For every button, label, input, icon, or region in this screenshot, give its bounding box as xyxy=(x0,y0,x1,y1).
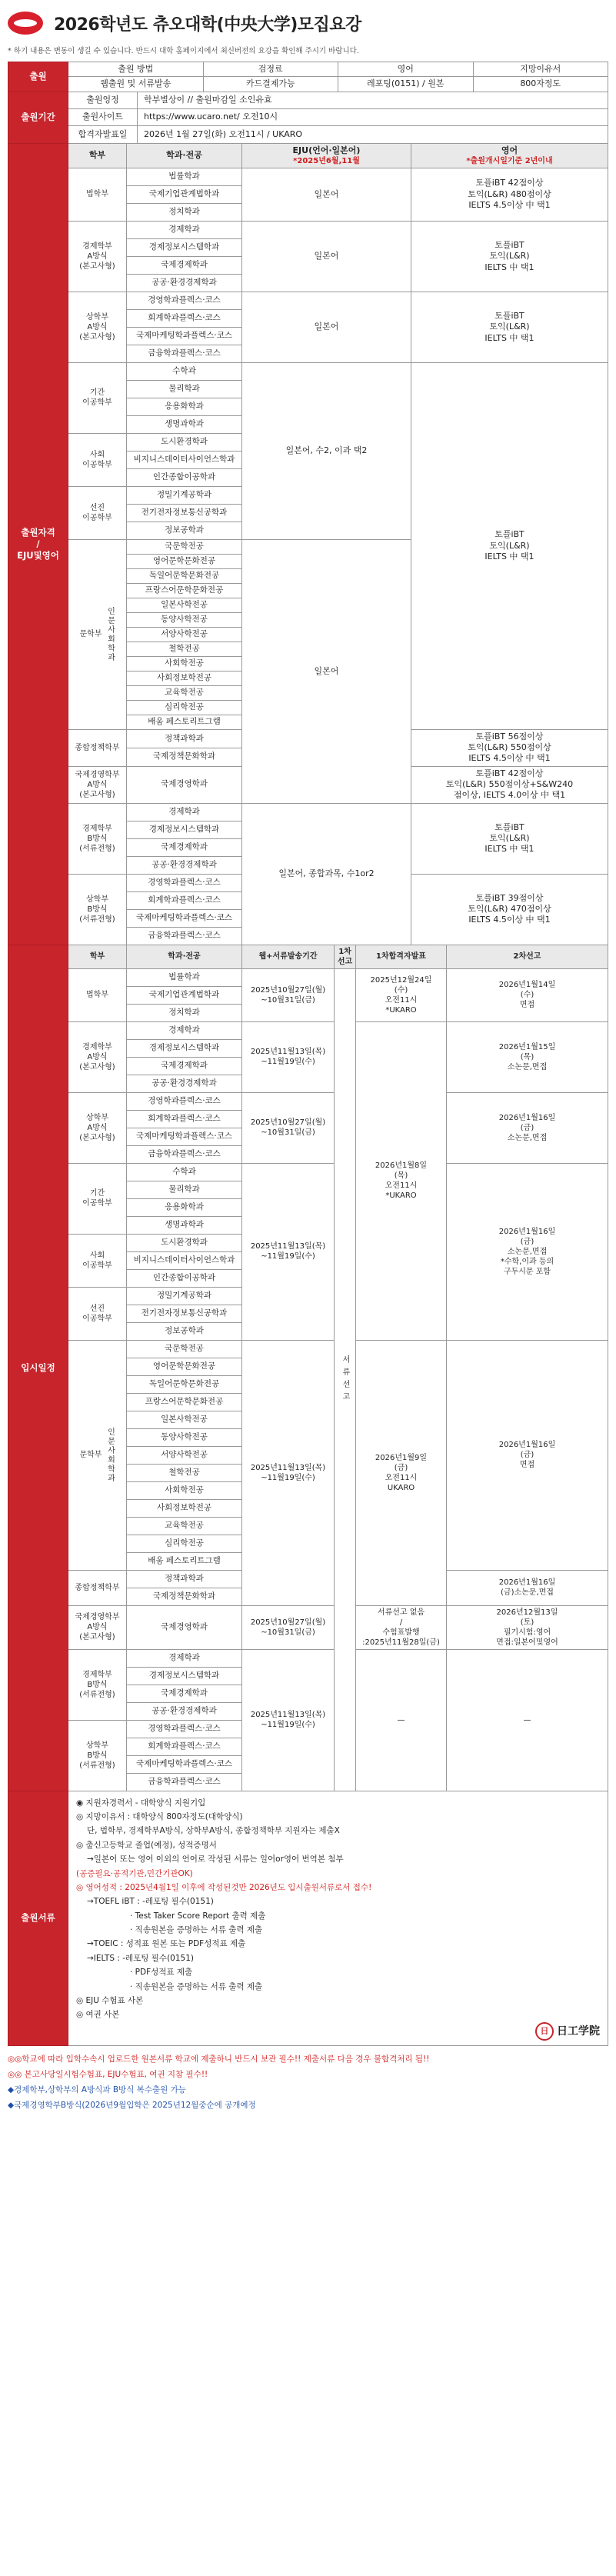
qual-major-6-10 xyxy=(127,685,242,700)
qual-major-3-3: 생명과학과 xyxy=(127,415,242,433)
document-line-7: →TOEFL iBT : -레포팅 필수(0151) xyxy=(87,1897,214,1907)
sched-major-9-0: 경제학과 xyxy=(127,1649,242,1667)
sched-faculty-10: 상학부 B방식 (서류전형) xyxy=(68,1720,127,1791)
qual-major-6-4 xyxy=(127,598,242,612)
document-line-6: ◎ 영어성적 : 2025년4월1일 이후에 작성된것만 2026년도 입시출원서류로서 접수! xyxy=(76,1882,372,1892)
sched-pass-6: 2026년1월9일 (금) 오전11시 UKARO xyxy=(356,1340,447,1605)
qual-major-4-0: 도시환경학과 xyxy=(127,433,242,451)
section-application: 출원 xyxy=(8,62,68,92)
qual-major-1-2: 국제경제학과 xyxy=(127,256,242,274)
sched-second-7: 2026년1월16일 (금)소논문,면접 xyxy=(447,1570,608,1605)
qual-eng-0: 토플iBT 42점이상 토익(L&R) 480점이상 IELTS 4.5이상 中 택1 xyxy=(411,168,608,221)
document-line-2: 단, 법학부, 경제학부A방식, 상학부A방식, 종합정책학부 지원자는 제출X xyxy=(87,1826,340,1836)
qual-major-3-1: 물리학과 xyxy=(127,380,242,398)
qual-major-6-0 xyxy=(127,539,242,554)
qual-eng-1: 토플iBT 토익(L&R) IELTS 中 택1 xyxy=(411,221,608,292)
qualification-table xyxy=(8,143,608,945)
sched-major-6-6: 서양사학전공 xyxy=(127,1446,242,1464)
page-title xyxy=(54,12,361,35)
sched-major-9-1: 경제정보시스템학과 xyxy=(127,1667,242,1685)
section-documents: 출원서류 xyxy=(8,1791,68,2046)
qual-faculty-4: 사회 이공학부 xyxy=(68,433,127,486)
notice: * 하기 내용은 변동이 생길 수 있습니다. 반드시 대학 홈페이지에서 최신버전의 요강을 확인해 주시기 바랍니다. xyxy=(8,47,359,55)
title-suffix: )모집요강 xyxy=(290,15,361,35)
qual-major-10-2: 국제마케팅학과플렉스·코스 xyxy=(127,909,242,927)
sched-lit-faculty-label: 문학부 xyxy=(79,1451,102,1460)
footer-note-0: ◎◎학교에 따라 입학수속시 업로드한 원본서류 학교에 제출하니 반드시 보관 필수!! 제출서류 다음 경우 불합격처리 됨!! xyxy=(8,2054,430,2064)
app-header-0: 출원 방법 xyxy=(68,62,204,77)
sched-major-6-11: 심리학전공 xyxy=(127,1535,242,1552)
app-value-3: 800자정도 xyxy=(473,77,608,92)
qual-major-9-1: 경제정보시스템학과 xyxy=(127,821,242,838)
qual-faculty-10: 상학부 B방식 (서류전형) xyxy=(68,874,127,945)
qual-faculty-7: 종합정책학부 xyxy=(68,729,127,766)
sched-major-4-2: 인간종합이공학과 xyxy=(127,1269,242,1287)
qual-major-label: 프랑스어문학문화전공 xyxy=(145,585,224,595)
document-line-9: · 직송원본을 증명하는 서류 출력 제출 xyxy=(130,1925,263,1935)
qual-major-5-1: 전기전자정보통신공학과 xyxy=(127,504,242,522)
qual-major-2-3: 금융학과플렉스·코스 xyxy=(127,345,242,362)
sched-major-1-1: 경제정보시스템학과 xyxy=(127,1039,242,1057)
period-label-2: 합격자발표일 xyxy=(68,126,138,143)
qual-major-label: 사회학전공 xyxy=(165,658,204,668)
qual-major-label: 철학전공 xyxy=(168,644,200,654)
period-value-2: 2026년 1월 27일(화) 오전11시 / UKARO xyxy=(138,126,608,143)
qual-major-7-1: 국제정책문화학과 xyxy=(127,748,242,766)
period-value-1[interactable]: https://www.ucaro.net/ 오전10시 xyxy=(138,108,608,125)
qual-major-9-0: 경제학과 xyxy=(127,803,242,821)
qual-faculty-8: 국제경영학부 A방식 (본고사형) xyxy=(68,766,127,803)
sched-major-0-2: 정치학과 xyxy=(127,1004,242,1021)
sched-col-0: 학부 xyxy=(68,945,127,968)
sched-second-8: 2026년12월13일 (토) 필기시험:영어 면접:일본어및영어 xyxy=(447,1605,608,1649)
document-line-8: · Test Taker Score Report 출력 제출 xyxy=(130,1911,266,1921)
sched-major-8-0: 국제경영학과 xyxy=(127,1605,242,1649)
qual-major-6-2 xyxy=(127,568,242,583)
qual-major-3-0: 수학과 xyxy=(127,362,242,380)
qual-eju-0: 일본어 xyxy=(242,168,411,221)
qual-eju-9: 일본어, 종합과목, 수1or2 xyxy=(242,803,411,945)
qual-major-2-1: 회계학과플렉스·코스 xyxy=(127,309,242,327)
sched-major-5-2: 정보공학과 xyxy=(127,1322,242,1340)
qual-major-7-0: 정책과학과 xyxy=(127,729,242,748)
brand-logo xyxy=(76,2022,600,2041)
sched-period-9: 2025년11월13일(목) ~11월19일(수) xyxy=(242,1649,335,1791)
qual-faculty-9: 경제학부 B방식 (서류전형) xyxy=(68,803,127,874)
qual-major-0-2: 정치학과 xyxy=(127,203,242,221)
schedule-table xyxy=(8,945,608,1791)
qual-col-eng xyxy=(411,143,608,168)
sched-faculty-4: 사회 이공학부 xyxy=(68,1234,127,1287)
sched-pass-9: — xyxy=(356,1649,447,1791)
qual-faculty-5: 선진 이공학부 xyxy=(68,486,127,539)
qual-faculty-6 xyxy=(68,539,127,729)
qual-major-1-0: 경제학과 xyxy=(127,221,242,238)
document-line-4: →일본어 또는 영어 이외의 언어로 작성된 서류는 일어or영어 번역본 첨부 xyxy=(87,1855,344,1865)
qual-eju-3: 일본어, 수2, 이과 택2 xyxy=(242,362,411,539)
document-line-10: →TOEIC : 성적표 원본 또는 PDF성적표 제출 xyxy=(87,1939,246,1949)
qual-major-6-11 xyxy=(127,700,242,715)
qual-major-label: 배움 페스토리트그램 xyxy=(148,717,221,727)
documents-list xyxy=(68,1791,608,2046)
qual-major-10-0: 경영학과플렉스·코스 xyxy=(127,874,242,891)
documents-table xyxy=(8,1791,608,2047)
section-schedule: 입시일정 xyxy=(8,945,68,1791)
qual-major-label: 동양사학전공 xyxy=(161,615,208,625)
sched-major-2-0: 경영학과플렉스·코스 xyxy=(127,1092,242,1110)
qual-major-0-0: 법률학과 xyxy=(127,168,242,185)
period-value-0: 학부별상이 // 출원마감일 소인유효 xyxy=(138,92,608,108)
sched-major-3-1: 물리학과 xyxy=(127,1181,242,1198)
sched-major-2-2: 국제마케팅학과플렉스·코스 xyxy=(127,1128,242,1145)
section-qualification: 출원자격 / EJU및영어 xyxy=(8,143,68,945)
eng-label: 영어 xyxy=(501,145,518,155)
sched-major-2-1: 회계학과플렉스·코스 xyxy=(127,1110,242,1128)
sched-major-5-0: 정밀기계공학과 xyxy=(127,1287,242,1305)
document-line-14: ◎ EJU 수험표 사본 xyxy=(76,1995,144,2005)
qual-major-6-6 xyxy=(127,627,242,642)
qual-major-2-2: 국제마케팅학과플렉스·코스 xyxy=(127,327,242,345)
sched-second-6: 2026년1월16일 (금) 면접 xyxy=(447,1340,608,1570)
sched-major-5-1: 전기전자정보통신공학과 xyxy=(127,1305,242,1322)
sched-major-6-5: 동양사학전공 xyxy=(127,1428,242,1446)
sched-major-10-0: 경영학과플렉스·코스 xyxy=(127,1720,242,1738)
sched-major-10-3: 금융학과플렉스·코스 xyxy=(127,1773,242,1791)
qual-eng-9: 토플iBT 토익(L&R) IELTS 中 택1 xyxy=(411,803,608,874)
qual-eng-10: 토플iBT 39점이상 토익(L&R) 470점이상 IELTS 4.5이상 中 택1 xyxy=(411,874,608,945)
sched-col-5: 2차선고 xyxy=(447,945,608,968)
footer xyxy=(8,2052,608,2114)
sched-major-6-10: 교육학전공 xyxy=(127,1517,242,1535)
app-value-1: 카드결제가능 xyxy=(203,77,338,92)
sched-major-3-0: 수학과 xyxy=(127,1163,242,1181)
qual-major-4-2: 인간종합이공학과 xyxy=(127,468,242,486)
sched-period-6: 2025년11월13일(목) ~11월19일(수) xyxy=(242,1340,335,1605)
app-header-3: 지망이유서 xyxy=(473,62,608,77)
app-header-1: 검정료 xyxy=(203,62,338,77)
qual-major-1-1: 경제정보시스템학과 xyxy=(127,238,242,256)
sched-major-7-0: 정책과학과 xyxy=(127,1570,242,1588)
period-label-1: 출원사이트 xyxy=(68,108,138,125)
document-line-12: · PDF성적표 제출 xyxy=(130,1968,193,1978)
sched-major-10-2: 국제마케팅학과플렉스·코스 xyxy=(127,1755,242,1773)
sched-pass-8: 서류선고 없음 / 수험표발행 :2025년11월28일(금) xyxy=(356,1605,447,1649)
sched-major-0-1: 국제기업관계법학과 xyxy=(127,986,242,1004)
application-table xyxy=(8,62,608,92)
sched-second-1: 2026년1월15일 (목) 소논문,면접 xyxy=(447,1021,608,1092)
document-line-5: (공증필요·공적기관,민간기관OK) xyxy=(76,1868,193,1878)
document-line-1: ◎ 지망이유서 : 대학양식 800자정도(대학양식) xyxy=(76,1812,243,1822)
qual-major-6-7 xyxy=(127,642,242,656)
footer-note-3: ◆국제경영학부B방식(2026년9월입학은 2025년12월중순에 공개예정 xyxy=(8,2100,256,2110)
sched-major-3-2: 응용화학과 xyxy=(127,1198,242,1216)
sched-faculty-8: 국제경영학부 A방식 (본고사형) xyxy=(68,1605,127,1649)
document-line-0: ◉ 지원자경력서 - 대학양식 지원기입 xyxy=(76,1798,206,1808)
sched-major-1-2: 국제경제학과 xyxy=(127,1057,242,1075)
sched-period-2: 2025년10월27일(월) ~10월31일(금) xyxy=(242,1092,335,1163)
qual-major-9-2: 국제경제학과 xyxy=(127,838,242,856)
eju-note: *2025년6월,11월 xyxy=(293,156,360,165)
title-bold: 中央大学 xyxy=(224,15,291,35)
app-value-2: 레포팅(0151) / 원본 xyxy=(338,77,474,92)
sched-major-6-9: 사회정보학전공 xyxy=(127,1499,242,1517)
sched-period-0: 2025년10월27일(월) ~10월31일(금) xyxy=(242,968,335,1021)
sched-col-4: 1차합격자발표 xyxy=(356,945,447,968)
sched-screening: 서류선고 xyxy=(335,968,356,1791)
sched-major-0-0: 법률학과 xyxy=(127,968,242,986)
qual-eng-2: 토플iBT 토익(L&R) IELTS 中 택1 xyxy=(411,292,608,362)
sched-pass-0: 2025년12월24일 (수) 오전11시 *UKARO xyxy=(356,968,447,1021)
eju-label: EJU(언어·일본어) xyxy=(292,145,361,155)
sched-major-9-2: 국제경제학과 xyxy=(127,1685,242,1702)
period-table xyxy=(8,92,608,144)
sched-major-7-1: 국제정책문화학과 xyxy=(127,1588,242,1605)
sched-col-2: 웹+서류발송기간 xyxy=(242,945,335,968)
period-label-0: 출원엉정 xyxy=(68,92,138,108)
qual-major-10-1: 회계학과플렉스·코스 xyxy=(127,891,242,909)
qual-major-label: 독일어문학문화전공 xyxy=(148,571,220,581)
lit-faculty-label: 문학부 xyxy=(79,630,102,639)
sched-major-10-1: 회계학과플렉스·코스 xyxy=(127,1738,242,1755)
qual-eju-2: 일본어 xyxy=(242,292,411,362)
qual-eng-3: 토플iBT 토익(L&R) IELTS 中 택1 xyxy=(411,362,608,729)
sched-major-1-0: 경제학과 xyxy=(127,1021,242,1039)
section-period: 출원기간 xyxy=(8,92,68,143)
document-line-15: ◎ 여권 사본 xyxy=(76,2010,120,2020)
sched-period-1: 2025년11월13일(목) ~11월19일(수) xyxy=(242,1021,335,1092)
qual-col-eju xyxy=(242,143,411,168)
qual-faculty-0: 법학부 xyxy=(68,168,127,221)
sched-major-6-2: 독일어문학문화전공 xyxy=(127,1375,242,1393)
sched-major-6-4: 일본사학전공 xyxy=(127,1411,242,1428)
qual-major-label: 일본사학전공 xyxy=(161,600,208,610)
qual-major-label: 영어문학문화전공 xyxy=(152,556,216,566)
title-prefix: 2026학년도 츄오대학( xyxy=(54,15,225,35)
sched-major-6-3: 프랑스어문학문화전공 xyxy=(127,1393,242,1411)
sched-col-3: 1차선고 xyxy=(335,945,356,968)
qual-major-1-3: 공공·환경경제학과 xyxy=(127,274,242,292)
qual-faculty-2: 상학부 A방식 (본고사형) xyxy=(68,292,127,362)
sched-pass-1: 2026년1월8일 (목) 오전11시 *UKARO xyxy=(356,1021,447,1340)
sched-col-1: 학과·전공 xyxy=(127,945,242,968)
qual-eju-6: 일본어 xyxy=(242,539,411,803)
qual-major-10-3: 금융학과플렉스·코스 xyxy=(127,927,242,945)
qual-eng-7: 토플iBT 56점이상 토익(L&R) 550점이상 IELTS 4.5이상 中 택1 xyxy=(411,729,608,766)
sched-major-1-3: 공공·환경경제학과 xyxy=(127,1075,242,1092)
brand-mark-icon: 日 xyxy=(535,2022,554,2041)
qual-faculty-3: 기간 이공학부 xyxy=(68,362,127,433)
document-line-11: →IELTS : -레포팅 필수(0151) xyxy=(87,1953,194,1963)
qual-col-major: 학과·전공 xyxy=(127,143,242,168)
qual-major-9-3: 공공·환경경제학과 xyxy=(127,856,242,874)
qual-major-label: 심리학전공 xyxy=(165,702,204,712)
sched-major-6-8: 사회학전공 xyxy=(127,1481,242,1499)
sched-major-6-0: 국문학전공 xyxy=(127,1340,242,1358)
qual-major-label: 교육학전공 xyxy=(165,688,204,698)
sched-faculty-1: 경제학부 A방식 (본고사형) xyxy=(68,1021,127,1092)
qual-eng-8: 토플iBT 42점이상 토익(L&R) 550점이상+S&W240 점이상, IELTS 4.0이상 中 택1 xyxy=(411,766,608,803)
sched-second-9: — xyxy=(447,1649,608,1791)
qual-major-3-2: 응용화학과 xyxy=(127,398,242,415)
sched-major-2-3: 금융학과플렉스·코스 xyxy=(127,1145,242,1163)
sched-second-2: 2026년1월16일 (금) 소논문,면접 xyxy=(447,1092,608,1163)
qual-major-5-2: 정보공학과 xyxy=(127,522,242,539)
document-line-3: ◎ 출신고등학교 졸업(예정), 성적증명서 xyxy=(76,1840,217,1850)
sched-faculty-9: 경제학부 B방식 (서류전형) xyxy=(68,1649,127,1720)
qual-major-label: 서양사학전공 xyxy=(161,629,208,639)
qual-major-2-0: 경영학과플렉스·코스 xyxy=(127,292,242,309)
qual-faculty-1: 경제학부 A방식 (본고사형) xyxy=(68,221,127,292)
qual-major-5-0: 정밀기계공학과 xyxy=(127,486,242,504)
sched-major-3-3: 생명과학과 xyxy=(127,1216,242,1234)
qual-major-0-1: 국제기업관계법학과 xyxy=(127,185,242,203)
university-logo-icon xyxy=(8,12,43,35)
sched-faculty-3: 기간 이공학부 xyxy=(68,1163,127,1234)
qual-major-6-8 xyxy=(127,656,242,671)
app-header-2: 영어 xyxy=(338,62,474,77)
qual-col-faculty: 학부 xyxy=(68,143,127,168)
sched-period-3: 2025년11월13일(목) ~11월19일(수) xyxy=(242,1163,335,1340)
sched-faculty-7: 종합정책학부 xyxy=(68,1570,127,1605)
eng-note: *출원개시일기준 2년이내 xyxy=(466,156,553,165)
qual-major-label: 국문학전공 xyxy=(165,542,204,552)
sched-major-4-0: 도시환경학과 xyxy=(127,1234,242,1251)
sched-faculty-0: 법학부 xyxy=(68,968,127,1021)
qual-major-6-9 xyxy=(127,671,242,685)
header xyxy=(8,6,608,40)
qual-major-6-12 xyxy=(127,715,242,729)
qual-eju-1: 일본어 xyxy=(242,221,411,292)
brand-name: 日工学院 xyxy=(557,2024,600,2038)
app-value-0: 웹출원 및 서류발송 xyxy=(68,77,204,92)
qual-major-4-1: 비지니스데이터사이언스학과 xyxy=(127,451,242,468)
qual-major-8-0: 국제경영학과 xyxy=(127,766,242,803)
sched-faculty-2: 상학부 A방식 (본고사형) xyxy=(68,1092,127,1163)
sched-faculty-5: 선진 이공학부 xyxy=(68,1287,127,1340)
document-line-13: · 직송원본을 증명하는 서류 출력 제출 xyxy=(130,1981,263,1991)
sched-second-3: 2026년1월16일 (금) 소논문,면접 *수학,이과 등의 구두시문 포함 xyxy=(447,1163,608,1340)
qual-major-6-1 xyxy=(127,554,242,568)
sched-major-6-12: 배움 페스토리트그램 xyxy=(127,1552,242,1570)
sched-period-8: 2025년10월27일(월) ~10월31일(금) xyxy=(242,1605,335,1649)
sched-major-6-1: 영어문학문화전공 xyxy=(127,1358,242,1375)
qual-major-6-3 xyxy=(127,583,242,598)
qual-major-6-5 xyxy=(127,612,242,627)
sched-major-6-7: 철학전공 xyxy=(127,1464,242,1481)
sched-lit-sub-label: 인문사회학과 xyxy=(105,1427,115,1483)
qual-major-label: 사회정보학전공 xyxy=(156,673,211,683)
sched-second-0: 2026년1월14일 (수) 면접 xyxy=(447,968,608,1021)
sched-major-9-3: 공공·환경경제학과 xyxy=(127,1702,242,1720)
footer-note-2: ◆경제학부,상학부의 A방식과 B방식 복수출원 가능 xyxy=(8,2085,186,2095)
footer-note-1: ◎◎ 본고사당일시험수험표, EJU수험표, 여권 지참 필수!! xyxy=(8,2070,208,2080)
sched-major-4-1: 비지니스데이터사이언스학과 xyxy=(127,1251,242,1269)
sched-faculty-6 xyxy=(68,1340,127,1570)
lit-sub-label: 인문사회학과 xyxy=(105,606,115,662)
